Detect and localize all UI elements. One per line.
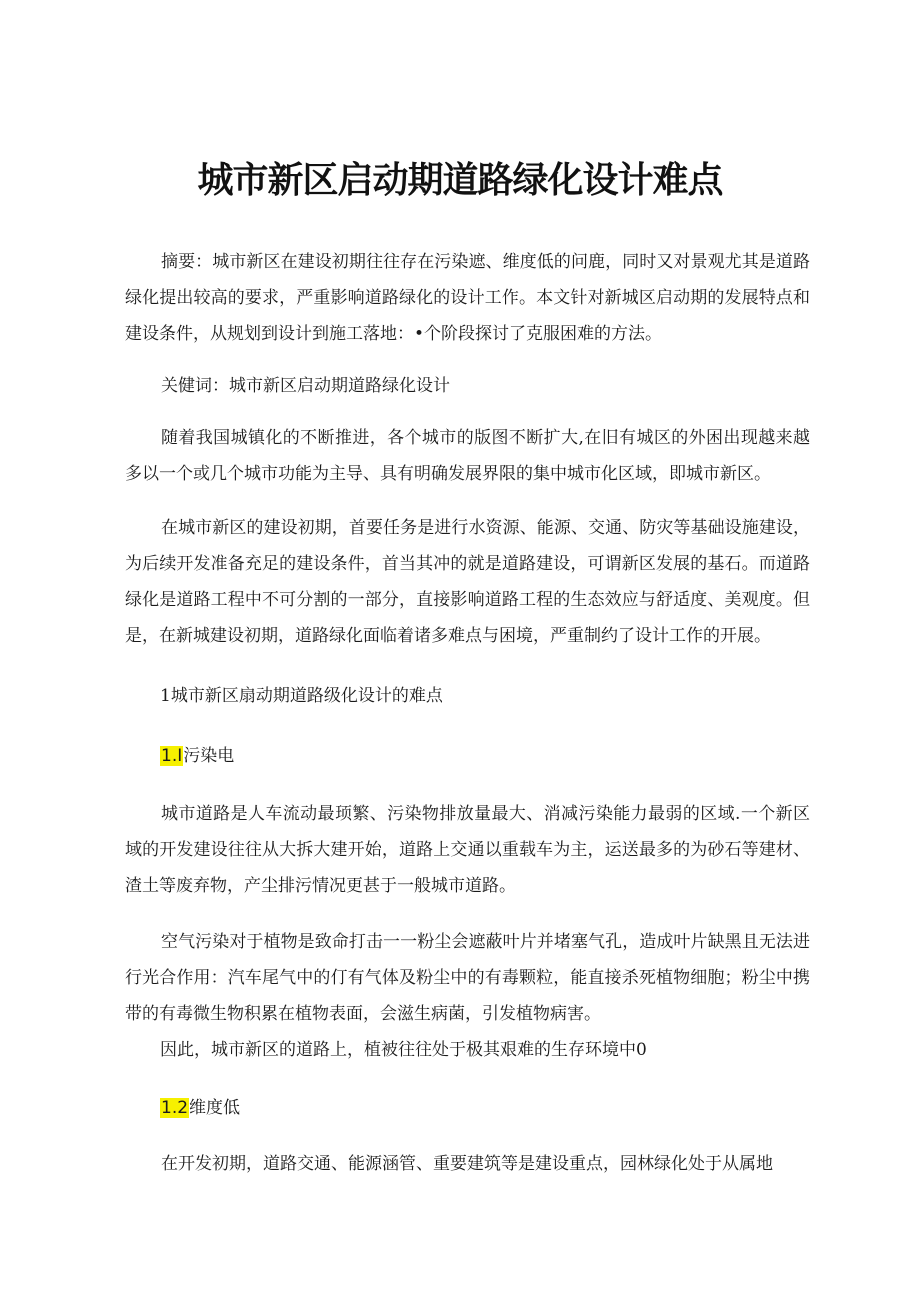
- intro-paragraph-2: 在城市新区的建设初期，首要任务是进行水资源、能源、交通、防灾等基础设施建设，为后续开发准备充足的建设条件，首当其冲的就是道路建设，可谓新区发展的基石。而道路绿化是道路工程中不可分割的一部分，直接影响道路工程的生态效应与舒适度、美观度。但是，在新城建设初期，道路绿化面临着诸多难点与困境，严重制约了设计工作的开展。: [125, 518, 810, 646]
- section-1-1-heading: [160, 738, 234, 774]
- section-1-1-paragraph-1: 城市道路是人车流动最顼繁、污染物排放量最大、消减污染能力最弱的区域.一个新区域的开发建设往往从大拆大建开始，道路上交通以重载车为主，运送最多的为砂石等建材、渣土等废弃物，产尘排污情况更甚于一般城市道路。: [125, 804, 810, 896]
- section-1-heading: 1城市新区扇动期道路级化设计的难点: [160, 686, 443, 706]
- section-1-2-heading: [160, 1090, 240, 1126]
- section-1-1-paragraph-2: 空气污染对于植物是致命打击一一粉尘会遮蔽叶片并堵塞气孔，造成叶片缺黑且无法进行光合作用：汽车尾气中的仃有气体及粉尘中的有毒颗粒，能直接杀死植物细胞；粉尘中携带的有毒微生物积累在植物表面，会滋生病菌，引发植物病害。: [125, 932, 810, 1024]
- section-1-2-number: 1.2: [161, 1098, 189, 1118]
- abstract-paragraph: 摘要：城市新区在建设初期往往存在污染遮、维度低的问鹿，同时又对景观尤其是道路绿化提出较高的要求，严重影响道路绿化的设计工作。本文针对新城区启动期的发展特点和建设条件，从规划到设计到施工落地：•个阶段探讨了克服困难的方法。: [125, 252, 810, 344]
- section-1-2-title: 维度低: [189, 1098, 241, 1118]
- section-1-1-number: 1.I: [161, 746, 183, 766]
- section-1-2-paragraph-1: 在开发初期，道路交通、能源涵管、重要建筑等是建设重点，园林绿化处于从属地: [161, 1154, 773, 1174]
- keywords-line: 关健词：城市新区启动期道路绿化设计: [161, 376, 450, 396]
- document-title: 城市新区启动期道路绿化设计难点: [197, 160, 723, 201]
- section-1-1-title: 污染电: [183, 746, 235, 766]
- intro-paragraph-1: 随着我国城镇化的不断推进，各个城市的版图不断扩大,在旧有城区的外困出现越来越多以一个或几个城市功能为主导、具有明确发展界限的集中城市化区域，即城市新区。: [125, 428, 810, 484]
- section-1-1-paragraph-3: 因此，城市新区的道路上，植被往往处于极其艰难的生存环境中0: [160, 1040, 647, 1060]
